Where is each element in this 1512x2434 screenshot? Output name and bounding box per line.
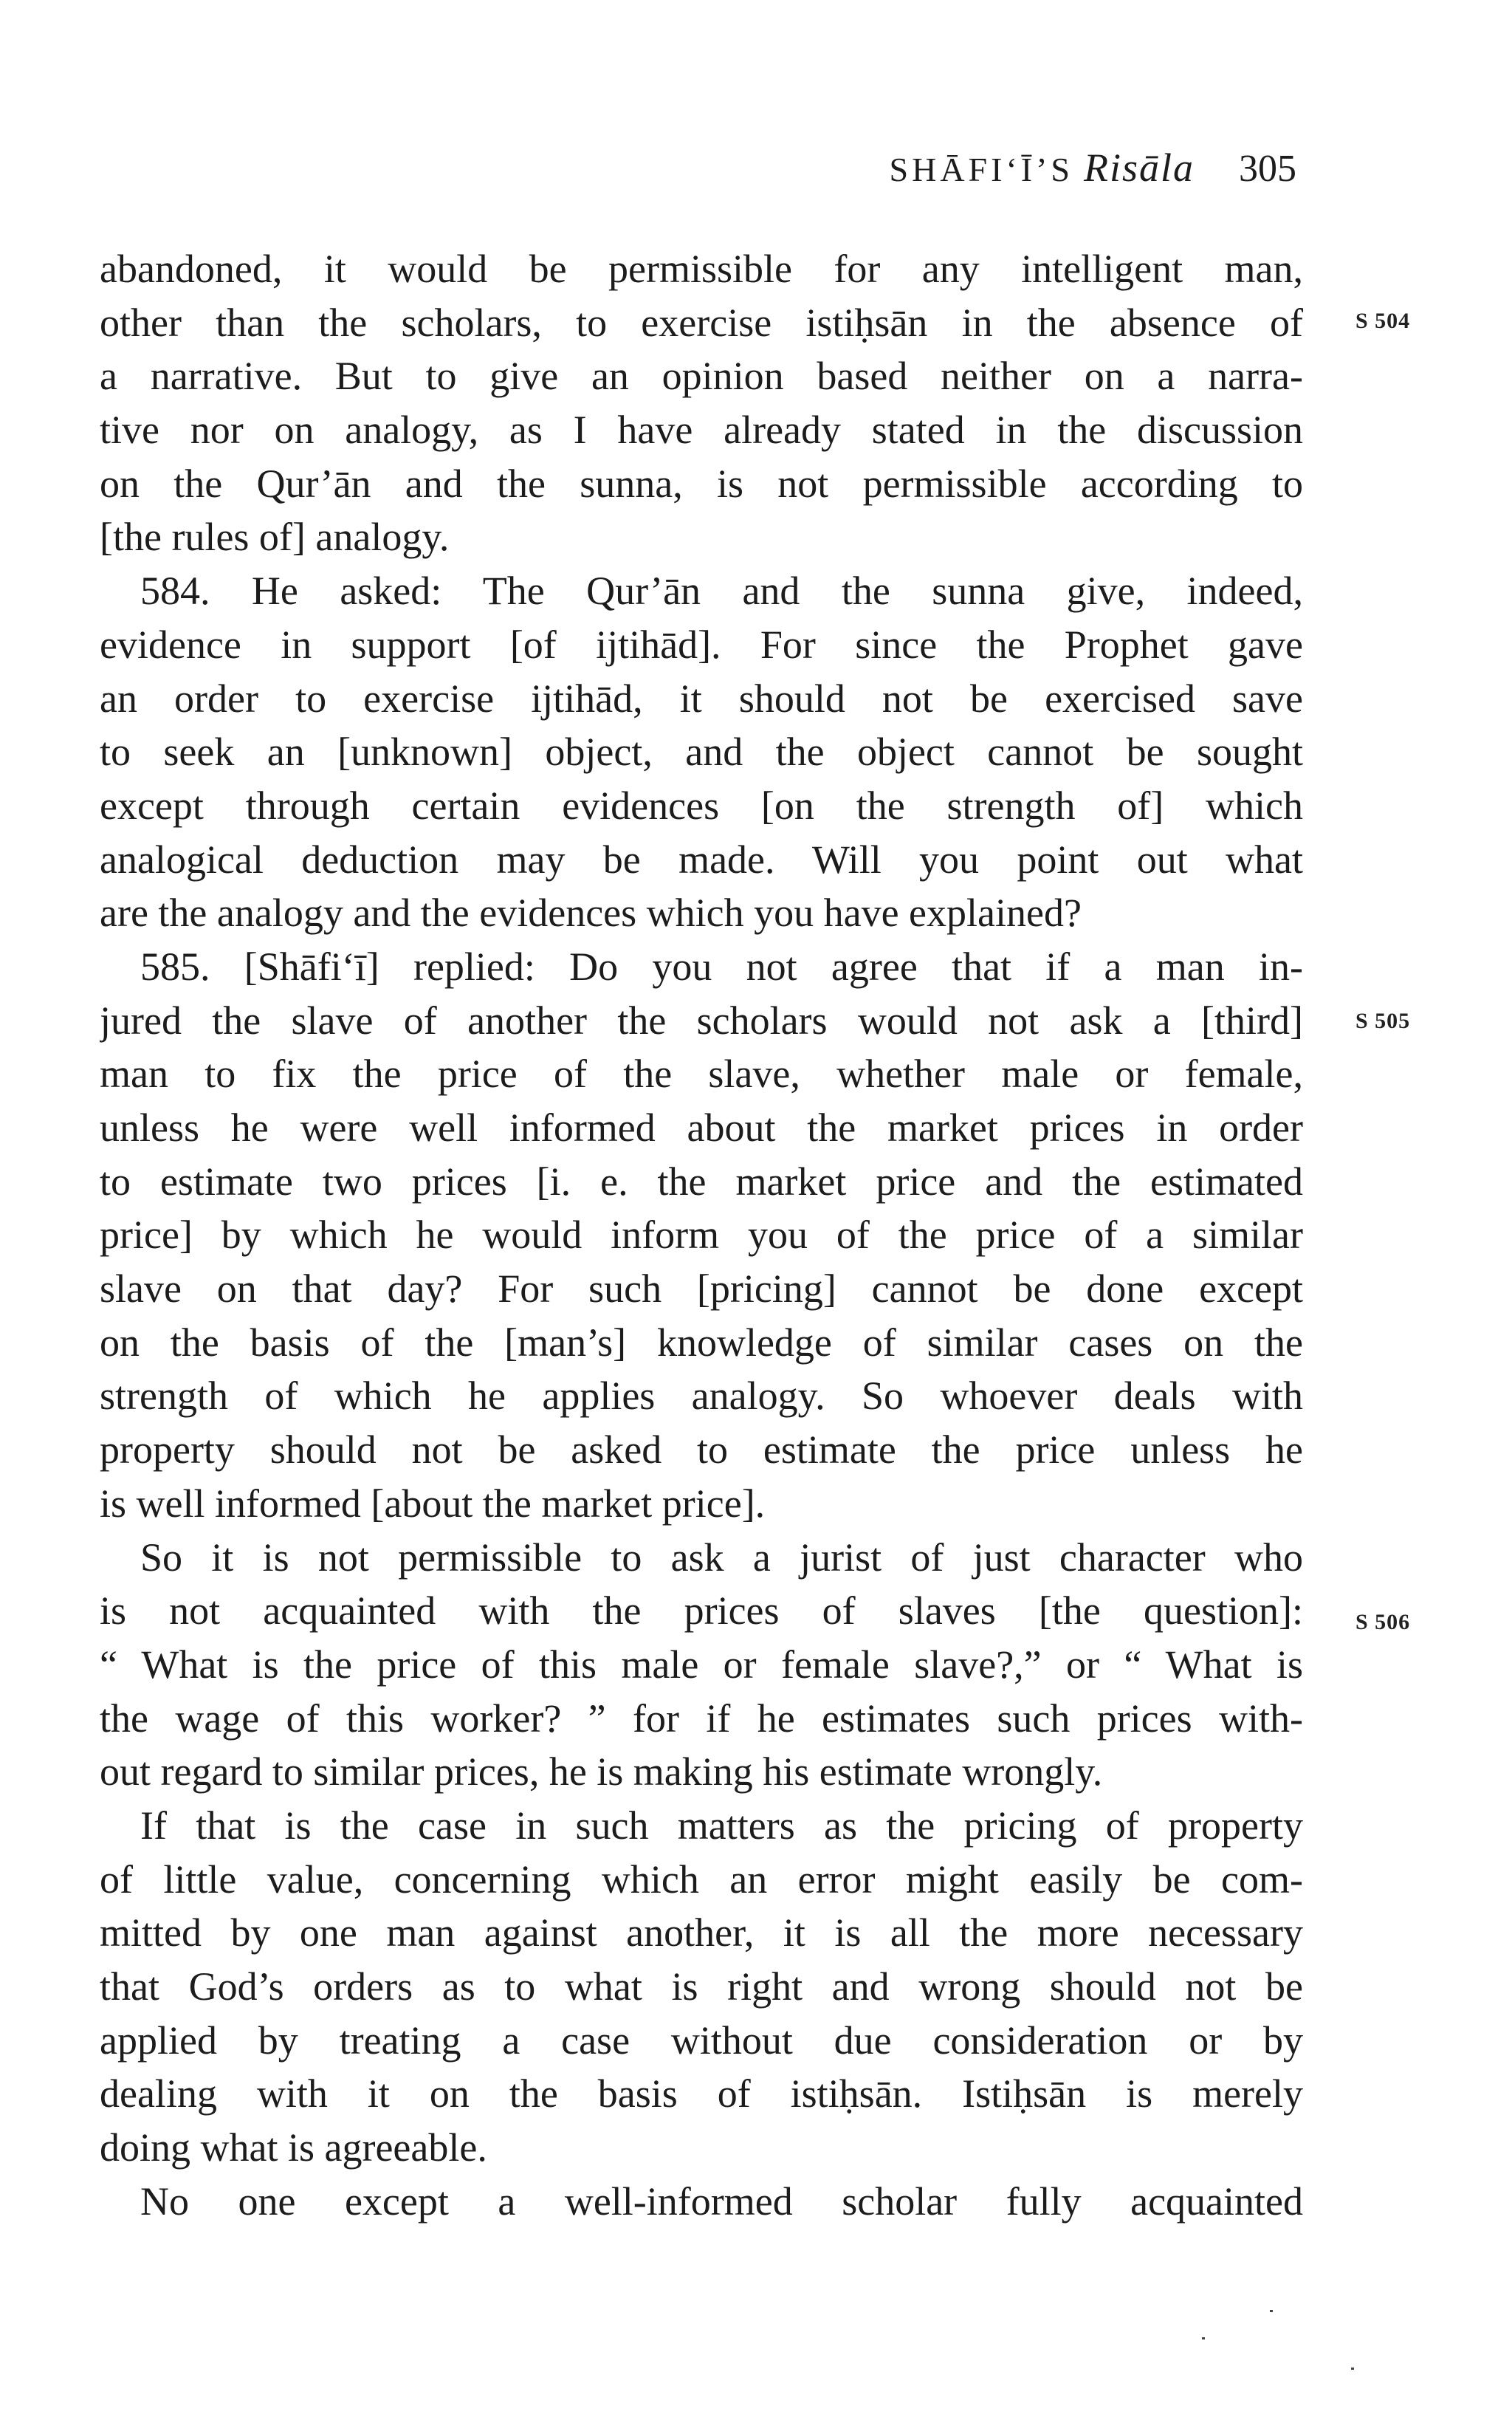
page-header	[780, 145, 1296, 204]
text-line-27: “ What is the price of this male or female slave?,” or “ What is	[100, 1642, 1303, 1687]
text-line-15: jured the slave of another the scholars would not ask a [third]	[100, 998, 1303, 1043]
page-number: 305	[1239, 148, 1296, 190]
text-line-23: property should not be asked to estimate the price unless he	[100, 1427, 1303, 1473]
text-line-10: to seek an [unknown] object, and the object cannot be sought	[100, 730, 1303, 775]
running-head-author: SHĀFI‘Ī’S	[889, 151, 1073, 188]
margin-section-ref: S 506	[1355, 1610, 1411, 1634]
text-line-28: the wage of this worker? ” for if he estimates such prices with-	[100, 1696, 1303, 1741]
text-line-4: tive nor on analogy, as I have already stated in the discussion	[100, 408, 1303, 453]
text-line-19: price] by which he would inform you of the price of a similar	[100, 1213, 1303, 1258]
body-text	[100, 242, 1303, 2228]
scan-speck	[1351, 2368, 1354, 2370]
text-line-24: is well informed [about the market price].	[100, 1481, 766, 1526]
scan-speck	[1202, 2337, 1205, 2339]
text-line-30: If that is the case in such matters as the pricing of property	[140, 1803, 1303, 1848]
text-line-17: unless he were well informed about the market prices in order	[100, 1105, 1303, 1150]
text-line-21: on the basis of the [man’s] knowledge of similar cases on the	[100, 1320, 1303, 1365]
scan-speck	[1270, 2310, 1273, 2312]
text-line-16: man to fix the price of the slave, whether male or female,	[100, 1052, 1303, 1097]
text-line-8: evidence in support [of ijtihād]. For since the Prophet gave	[100, 622, 1303, 667]
text-line-14: 585. [Shāfi‘ī] replied: Do you not agree that if a man in-	[140, 944, 1303, 989]
margin-section-ref: S 505	[1355, 1009, 1411, 1033]
text-line-2: other than the scholars, to exercise istiḥsān in the absence of	[100, 300, 1303, 345]
text-line-5: on the Qur’ān and the sunna, is not permissible according to	[100, 461, 1303, 506]
margin-section-ref: S 504	[1355, 309, 1411, 333]
text-line-13: are the analogy and the evidences which you have explained?	[100, 891, 1082, 936]
text-line-1: abandoned, it would be permissible for any intelligent man,	[100, 247, 1303, 291]
text-line-11: except through certain evidences [on the strength of] which	[100, 783, 1303, 828]
text-line-22: strength of which he applies analogy. So whoever deals with	[100, 1374, 1303, 1419]
text-line-34: applied by treating a case without due consideration or by	[100, 2018, 1303, 2063]
text-line-18: to estimate two prices [i. e. the market price and the estimated	[100, 1159, 1303, 1204]
text-line-26: is not acquainted with the prices of slaves [the question]:	[100, 1588, 1303, 1633]
text-line-12: analogical deduction may be made. Will you point out what	[100, 837, 1303, 882]
running-head	[890, 145, 1195, 191]
text-line-32: mitted by one man against another, it is all the more necessary	[100, 1910, 1303, 1955]
text-line-6: [the rules of] analogy.	[100, 515, 450, 560]
text-line-9: an order to exercise ijtihād, it should not be exercised save	[100, 676, 1303, 721]
text-line-7: 584. He asked: The Qur’ān and the sunna give, indeed,	[140, 569, 1303, 614]
text-line-3: a narrative. But to give an opinion based neither on a narra-	[100, 354, 1303, 399]
text-line-20: slave on that day? For such [pricing] cannot be done except	[100, 1266, 1303, 1312]
text-line-31: of little value, concerning which an error might easily be com-	[100, 1857, 1303, 1902]
text-line-35: dealing with it on the basis of istiḥsān. Istiḥsān is merely	[100, 2071, 1303, 2116]
text-line-29: out regard to similar prices, he is making his estimate wrongly.	[100, 1749, 1103, 1794]
running-head-title: Risāla	[1083, 145, 1195, 190]
text-line-33: that God’s orders as to what is right and wrong should not be	[100, 1964, 1303, 2009]
text-line-37: No one except a well-informed scholar fully acquainted	[140, 2178, 1303, 2224]
text-line-25: So it is not permissible to ask a jurist of just character who	[140, 1535, 1303, 1580]
text-line-36: doing what is agreeable.	[100, 2125, 487, 2170]
